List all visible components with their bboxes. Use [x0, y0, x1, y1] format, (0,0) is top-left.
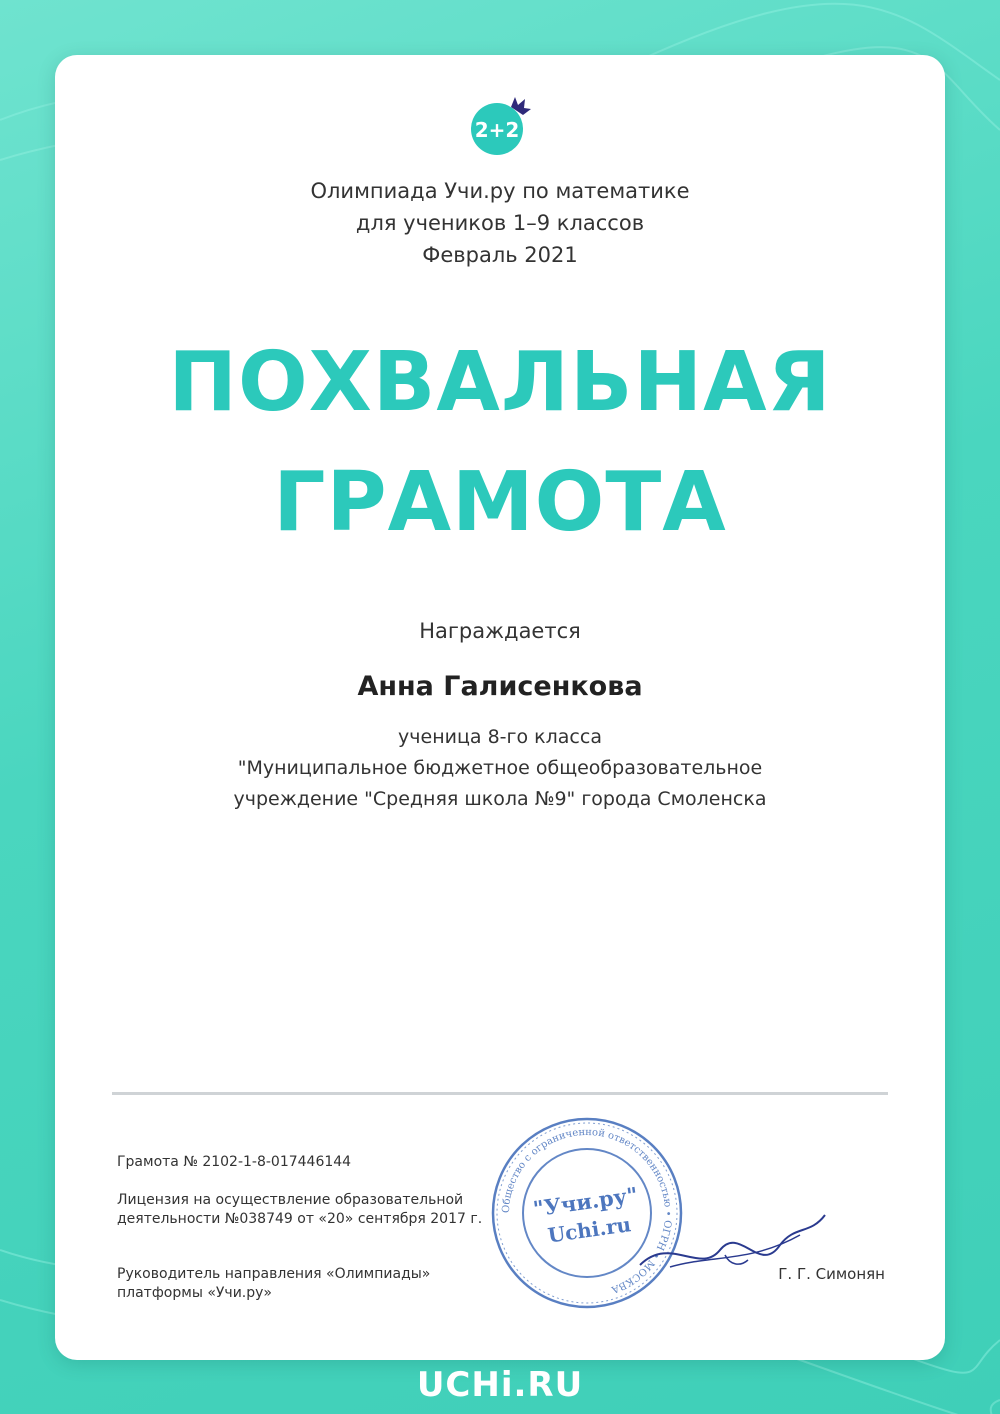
- director-role: [117, 1265, 430, 1303]
- olympiad-name: Олимпиада Учи.ру по математике: [310, 179, 690, 203]
- license-line2: деятельности №038749 от «20» сентября 2017 г.: [117, 1211, 483, 1227]
- logo-text: 2+2: [474, 118, 520, 142]
- director-role-line2: платформы «Учи.ру»: [117, 1285, 272, 1301]
- 2-plus-2-badge-icon: [467, 93, 531, 157]
- certificate-number-text: Грамота № 2102-1-8-017446144: [117, 1154, 352, 1170]
- olympiad-grades: для учеников 1–9 классов: [355, 211, 645, 235]
- stamp-ring-text: Общество с ограниченной ответственностью • ОГРН • МОСКВА: [500, 1126, 674, 1295]
- recipient-details: [55, 722, 945, 815]
- awarded-label: Награждается: [419, 619, 581, 643]
- award-title: [55, 323, 945, 563]
- award-title-line2: ГРАМОТА: [273, 455, 727, 550]
- footer-divider: [112, 1092, 888, 1095]
- certificate-card: [55, 55, 945, 1360]
- brand-logo: UCHi.RU: [416, 1365, 584, 1405]
- stamp-inner-text2: Uchi.ru: [546, 1212, 633, 1248]
- license-line1: Лицензия на осуществление образовательной: [117, 1192, 464, 1208]
- school-name-line1: "Муниципальное бюджетное общеобразовательное: [237, 757, 763, 779]
- recipient-name: Анна Галисенкова: [357, 671, 643, 702]
- olympiad-date: Февраль 2021: [422, 243, 578, 267]
- license-info: [117, 1191, 482, 1229]
- signer-name: Г. Г. Симонян: [778, 1265, 885, 1283]
- stamp-inner-text1: "Учи.ру": [531, 1181, 640, 1222]
- recipient-grade: ученица 8-го класса: [398, 726, 602, 748]
- director-role-line1: Руководитель направления «Олимпиады»: [117, 1266, 431, 1282]
- award-title-line1: ПОХВАЛЬНАЯ: [168, 335, 832, 430]
- certificate-number: [117, 1153, 351, 1172]
- school-name-line2: учреждение "Средняя школа №9" города Смоленска: [233, 788, 767, 810]
- olympiad-info: [55, 175, 945, 271]
